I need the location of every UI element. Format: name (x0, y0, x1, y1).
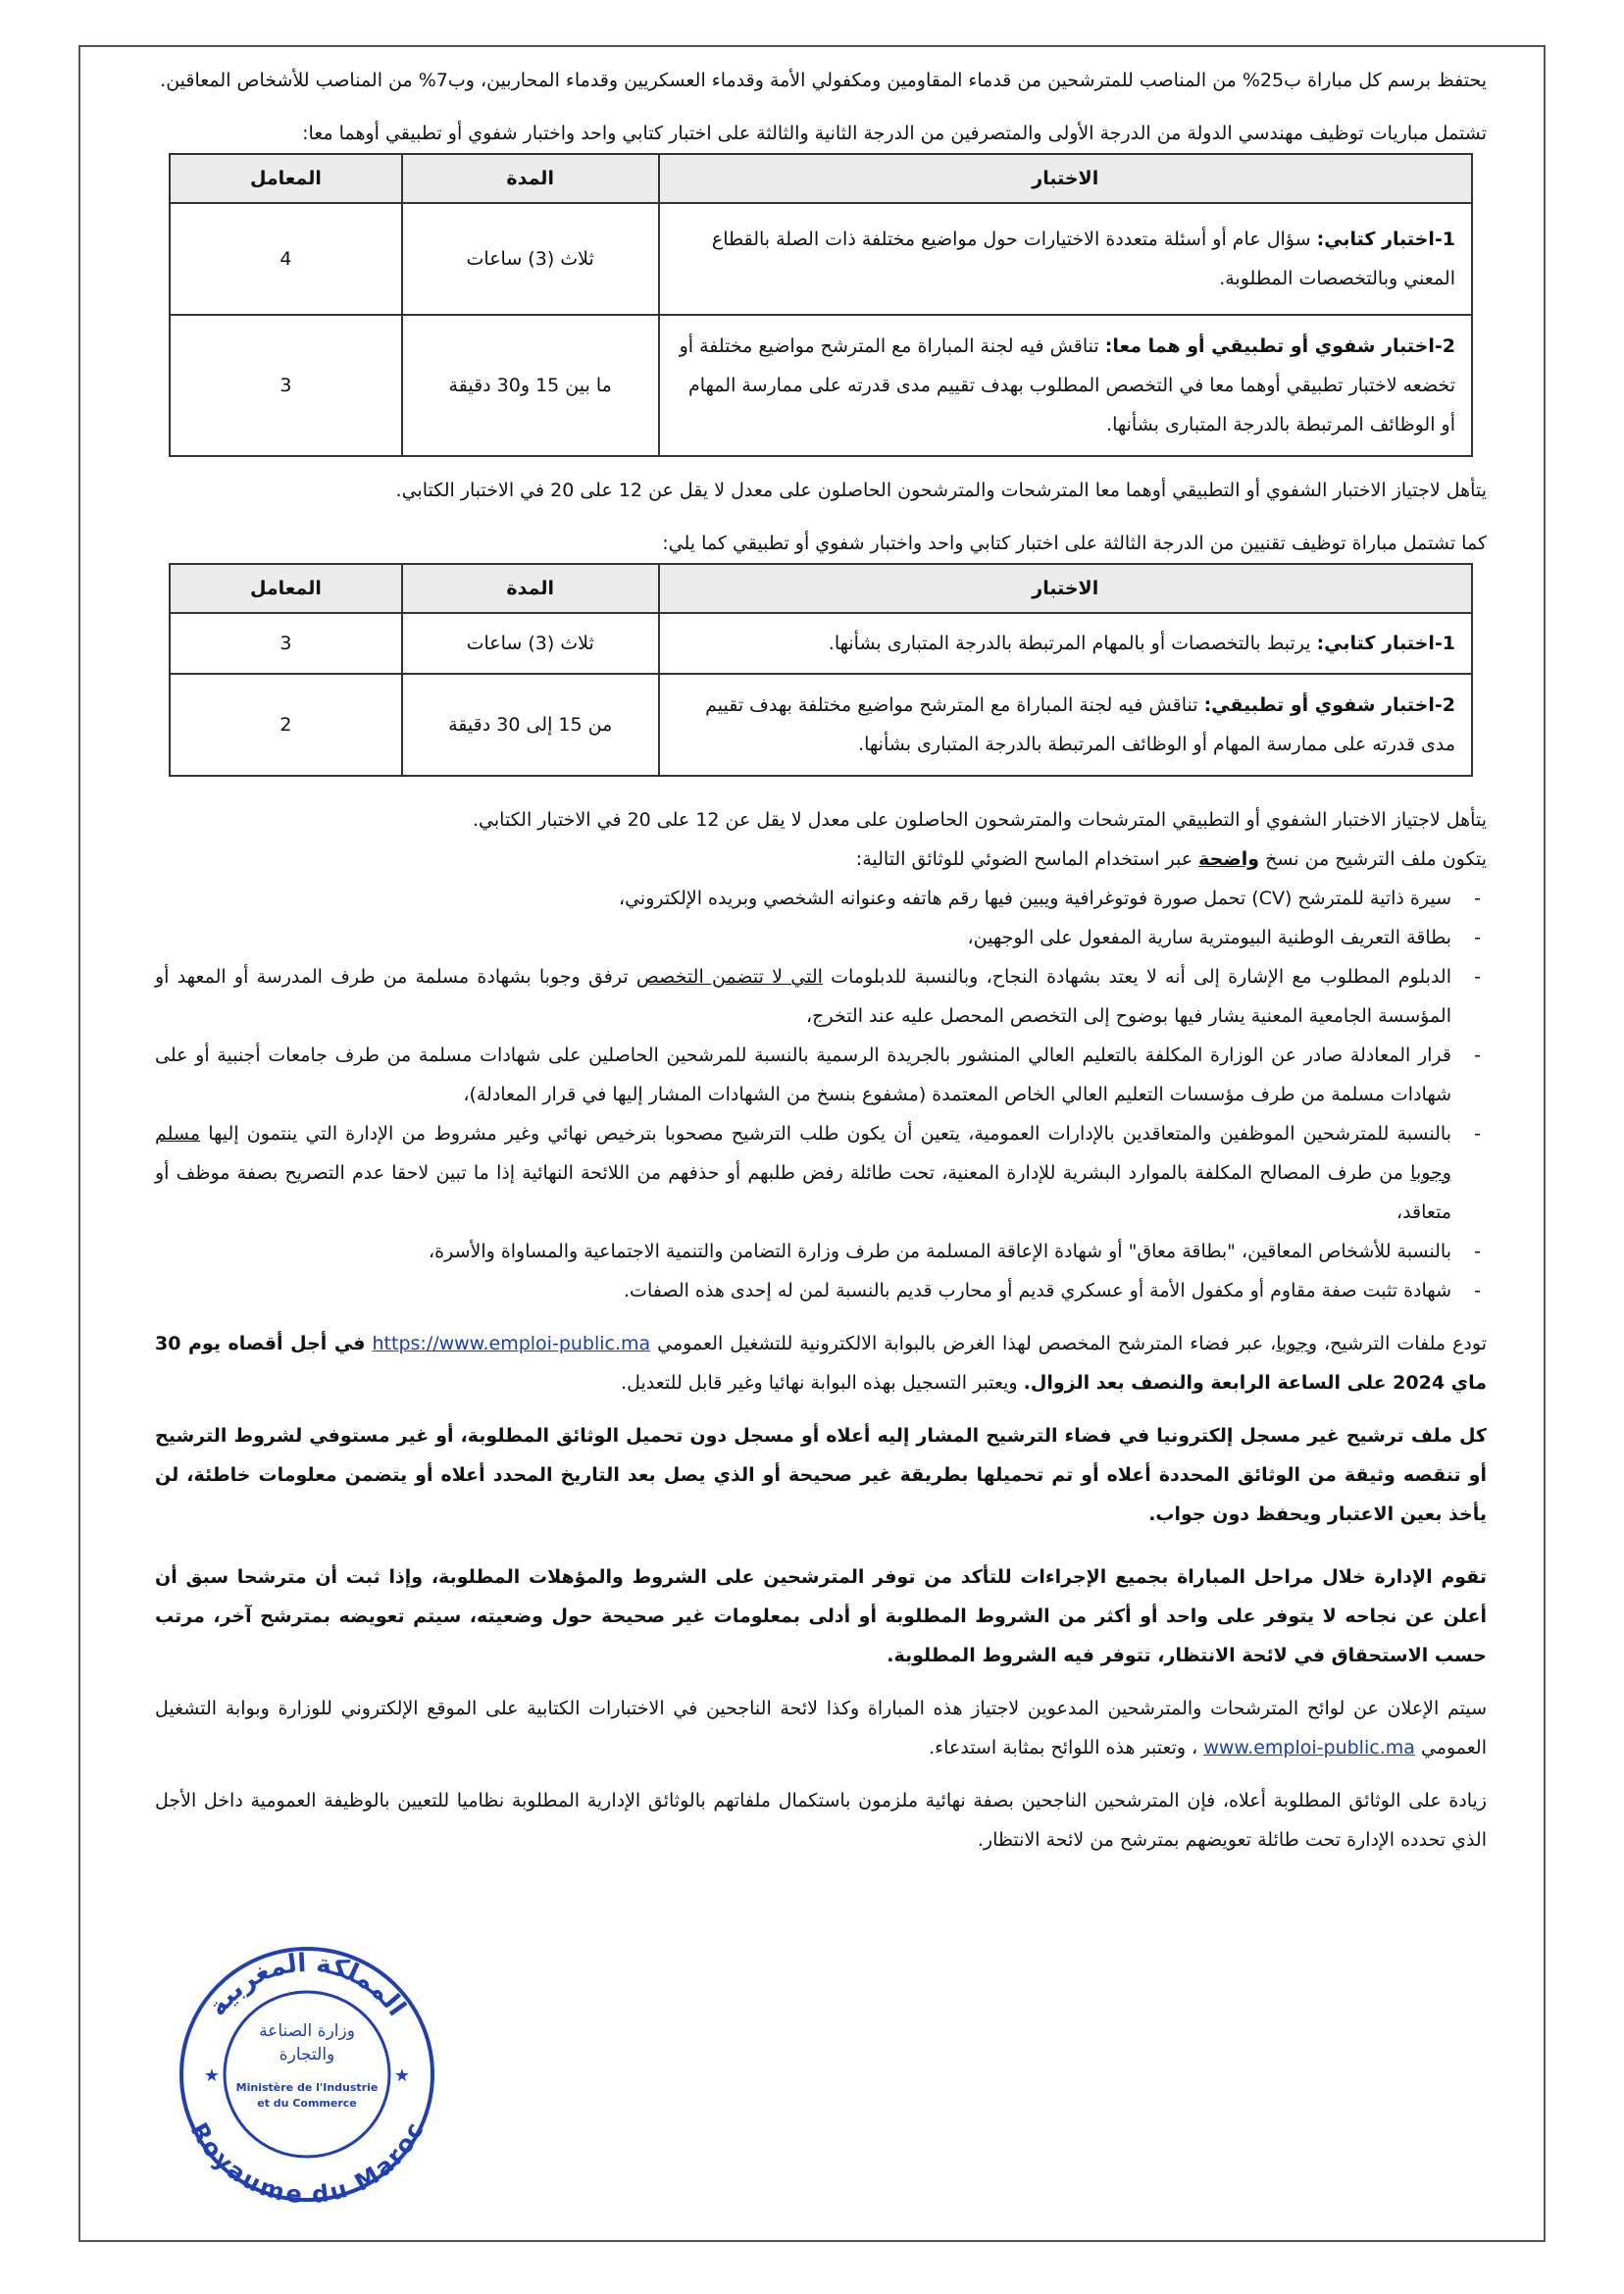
stamp-fr-line1: Ministère de l'Industrie (235, 2081, 379, 2094)
documents-list (155, 879, 1487, 1310)
verification-paragraph: تقوم الإدارة خلال مراحل المباراة بجميع الإجراءات للتأكد من توفر المترشحين على الشروط والمؤهلات المطلوبة، وإذا ثبت أن مترشحا سبق أن أعلن عن نجاحه لا يتوفر على واحد أو أكثر من الشروط المطلوبة أو أدلى بمعلومات غير صحيحة حول وضعيته، سيتم تعويضه بمترشح آخر، مرتب حسب الاستحقاق في لائحة الانتظار، تتوفر فيه الشروط المطلوبة. (155, 1566, 1487, 1666)
technicians-exam-table (169, 563, 1473, 777)
test-coefficient: 3 (170, 613, 402, 674)
announcement-text-start: سيتم الإعلان عن لوائح المترشحات والمترشحين المدعوين لاجتياز هذه المباراة وكذا لائحة الناجحين في الاختبارات الكتابية على الموقع الإلكتروني للوزارة وبوابة التشغيل العمومي (155, 1698, 1487, 1759)
bullet-dash: - (1474, 888, 1481, 909)
list-item (155, 957, 1487, 1036)
table-row (170, 674, 1472, 776)
test-description (659, 315, 1473, 456)
announcement-text-end: ، وتعتبر هذه اللوائح بمثابة استدعاء. (929, 1737, 1198, 1759)
list-item-text: بطاقة التعريف الوطنية البيومترية سارية المفعول على الوجهين، (967, 927, 1451, 948)
table-row (170, 203, 1472, 315)
header-coefficient: المعامل (170, 564, 402, 613)
test-description (659, 674, 1472, 776)
deposit-text-end: ويعتبر التسجيل بهذه البوابة نهائيا وغير قابل للتعديل. (621, 1372, 1018, 1394)
documents-intro (155, 840, 1487, 879)
test-duration: ما بين 15 و30 دقيقة (402, 315, 659, 456)
header-test: الاختبار (659, 564, 1472, 613)
list-item-underlined: مسلم وجوبا (155, 1123, 1451, 1184)
bullet-dash: - (1474, 1123, 1481, 1145)
deposit-text-start: تودع ملفات الترشيح، (1324, 1333, 1487, 1354)
test-duration: من 15 إلى 30 دقيقة (402, 674, 659, 776)
list-item-text: بالنسبة للأشخاص المعاقين، "بطاقة معاق" أو شهادة الإعاقة المسلمة من طرف وزارة التضامن والتنمية الاجتماعية والمساواة والأسرة، (429, 1241, 1451, 1262)
stamp-ar-line2: والتجارة (279, 2045, 335, 2065)
deposit-paragraph (155, 1324, 1487, 1402)
test-coefficient: 2 (170, 674, 402, 776)
list-item-underlined: التي لا تتضمن التخصص (635, 966, 823, 988)
list-item-text: الدبلوم المطلوب مع الإشارة إلى أنه لا يعتد بشهادة النجاح، وبالنسبة للدبلومات (831, 966, 1451, 988)
oral-eligibility-paragraph-2: يتأهل لاجتياز الاختبار الشفوي أو التطبيقي المترشحات والمترشحون الحاصلون على معدل لا يقل عن 12 على 20 في الاختبار الكتابي. (473, 809, 1487, 831)
technicians-exam-intro: كما تشتمل مباراة توظيف تقنيين من الدرجة الثالثة على اختبار كتابي واحد واختبار شفوي أو تطبيقي كما يلي: (662, 533, 1487, 554)
warning-paragraph: كل ملف ترشيح غير مسجل إلكترونيا في فضاء الترشيح المشار إليه أعلاه أو مسجل دون تحميل الوثائق المطلوبة، أو غير مستوفي لشروط الترشيح أو تنقصه وثيقة من الوثائق المحددة أعلاه أو تم تحميلها بطريقة غير صحيحة أو الذي يصل بعد التاريخ المحدد أعلاه أو يتضمن معلومات خاطئة، لن يأخذ بعين الاعتبار ويحفظ دون جواب. (155, 1425, 1487, 1525)
header-test: الاختبار (659, 154, 1473, 203)
header-coefficient: المعامل (170, 154, 402, 203)
test-text: يرتبط بالتخصصات أو بالمهام المرتبطة بالدرجة المتبارى بشأنها. (828, 633, 1311, 654)
final-paragraph: زيادة على الوثائق المطلوبة أعلاه، فإن المترشحين الناجحين بصفة نهائية ملزمون باستكمال ملفاتهم بالوثائق الإدارية المطلوبة نظاميا للتعيين بالوظيفة العمومية داخل الأجل الذي تحدده الإدارة تحت طائلة تعويضهم بمترشح من لائحة الانتظار. (155, 1790, 1487, 1851)
test-text: تناقش فيه لجنة المباراة مع المترشح مواضيع مختلفة أو تخضعه لاختبار تطبيقي أوهما معا في التخصص المطلوب بهدف تقييم مدى قدرته على ممارسة المهام أو الوظائف المرتبطة بالدرجة المتبارى بشأنها. (679, 335, 1455, 435)
list-item (155, 1036, 1487, 1114)
test-description (659, 203, 1473, 315)
ministry-stamp (175, 1942, 439, 2207)
emploi-public-link-2[interactable]: www.emploi-public.ma (1203, 1737, 1415, 1759)
bullet-dash: - (1474, 927, 1481, 948)
list-item (155, 1232, 1487, 1271)
emploi-public-link[interactable]: https://www.emploi-public.ma (372, 1333, 651, 1354)
test-coefficient: 4 (170, 203, 402, 315)
deposit-text-middle: ، عبر فضاء المترشح المخصص لهذا الغرض بالبوابة الالكترونية للتشغيل العمومي (657, 1333, 1277, 1354)
list-item-text-end: ترفق وجوبا بشهادة مسلمة من طرف المدرسة أو المعهد أو المؤسسة الجامعية المعنية يشار فيها بوضوح إلى التخصص المحصل عليه عند التخرج، (155, 966, 1451, 1027)
stamp-bottom-arc: Royaume du Maroc (185, 2117, 430, 2207)
table-header-row (170, 154, 1472, 203)
stamp-inner-ring (225, 1992, 389, 2157)
list-item-text-end: من طرف المصالح المكلفة بالموارد البشرية للإدارة المعنية، تحت طائلة رفض طلبهم أو حذفهم من اللائحة النهائية إذا ما تبين لاحقا عدم التصريح بصفة موظف أو متعاقد، (155, 1162, 1451, 1223)
list-item (155, 918, 1487, 957)
documents-intro-start: يتكون ملف الترشيح من نسخ (1265, 848, 1487, 870)
header-duration: المدة (402, 154, 659, 203)
test-duration: ثلاث (3) ساعات (402, 613, 659, 674)
test-label: 2-اختبار شفوي أو تطبيقي: (1203, 694, 1455, 716)
stamp-star-icon: ★ (203, 2065, 221, 2086)
test-text: تناقش فيه لجنة المباراة مع المترشح مواضيع مختلفة بهدف تقييم مدى قدرته على ممارسة المهام أو الوظائف المرتبطة بالدرجة المتبارى بشأنها. (705, 694, 1455, 755)
engineers-exam-table (169, 153, 1473, 457)
documents-intro-end: عبر استخدام الماسح الضوئي للوثائق التالية: (855, 848, 1193, 870)
stamp-star-icon: ★ (393, 2065, 411, 2086)
bullet-dash: - (1474, 1280, 1481, 1301)
list-item-text: بالنسبة للمترشحين الموظفين والمتعاقدين بالإدارات العمومية، يتعين أن يكون طلب الترشيح مصحوبا بترخيص نهائي وغير مشروط من الإدارة التي ينتمون إليها (208, 1123, 1451, 1145)
list-item-text: شهادة تثبت صفة مقاوم أو مكفول الأمة أو عسكري قديم أو محارب قديم بالنسبة لمن له إحدى هذه الصفات. (624, 1280, 1451, 1301)
stamp-ar-line1: وزارة الصناعة (259, 2021, 355, 2041)
stamp-top-arc: المملكة المغربية (202, 1948, 412, 2022)
test-label: 2-اختبار شفوي أو تطبيقي أو هما معا: (1104, 335, 1455, 357)
quota-paragraph: يحتفظ برسم كل مباراة ب25% من المناصب للمترشحين من قدماء المقاومين ومكفولي الأمة وقدماء العسكريين وقدماء المحاربين، وب7% من المناصب للأشخاص المعاقين. (160, 70, 1487, 91)
list-item-text: سيرة ذاتية للمترشح (CV) تحمل صورة فوتوغرافية ويبين فيها رقم هاتفه وعنوانه الشخصي وبريده الإلكتروني، (618, 888, 1451, 909)
test-text: سؤال عام أو أسئلة متعددة الاختيارات حول مواضيع مختلفة ذات الصلة بالقطاع المعني وبالتخصصات المطلوبة. (711, 229, 1455, 289)
list-item (155, 1114, 1487, 1232)
list-item (155, 1271, 1487, 1310)
table-row (170, 315, 1472, 456)
deposit-deadline: في أجل أقصاه يوم 30 ماي 2024 على الساعة الرابعة والنصف بعد الزوال. (155, 1333, 1487, 1394)
oral-eligibility-paragraph: يتأهل لاجتياز الاختبار الشفوي أو التطبيقي أوهما معا المترشحات والمترشحون الحاصلون على معدل لا يقل عن 12 على 20 في الاختبار الكتابي. (395, 480, 1487, 501)
bullet-dash: - (1474, 1241, 1481, 1262)
header-duration: المدة (402, 564, 659, 613)
table-row (170, 613, 1472, 674)
announcement-paragraph (155, 1689, 1487, 1767)
test-label: 1-اختبار كتابي: (1316, 633, 1455, 654)
engineers-exam-intro: تشتمل مباريات توظيف مهندسي الدولة من الدرجة الأولى والمتصرفين من الدرجة الثانية والثالثة على اختبار كتابي واحد واختبار شفوي أو تطبيقي أوهما معا: (302, 123, 1487, 144)
list-item-text: قرار المعادلة صادر عن الوزارة المكلفة بالتعليم العالي المنشور بالجريدة الرسمية بالنسبة للمرشحين الحاصلين على شهادات مسلمة من طرف جامعات أجنبية أو على شهادات مسلمة من طرف مؤسسات التعليم العالي الخاص المعتمدة (مشفوع بنسخ من الشهادات المشار إليها في قرار المعادلة)، (155, 1045, 1451, 1105)
deposit-mandatory: وجوبا (1276, 1333, 1318, 1354)
document-body (155, 61, 1487, 1860)
test-description (659, 613, 1472, 674)
documents-intro-emphasis: واضحة (1198, 848, 1260, 870)
test-coefficient: 3 (170, 315, 402, 456)
bullet-dash: - (1474, 1045, 1481, 1066)
stamp-fr-line2: et du Commerce (257, 2097, 357, 2110)
test-duration: ثلاث (3) ساعات (402, 203, 659, 315)
bullet-dash: - (1474, 966, 1481, 988)
list-item (155, 879, 1487, 918)
table-header-row (170, 564, 1472, 613)
test-label: 1-اختبار كتابي: (1316, 229, 1455, 250)
